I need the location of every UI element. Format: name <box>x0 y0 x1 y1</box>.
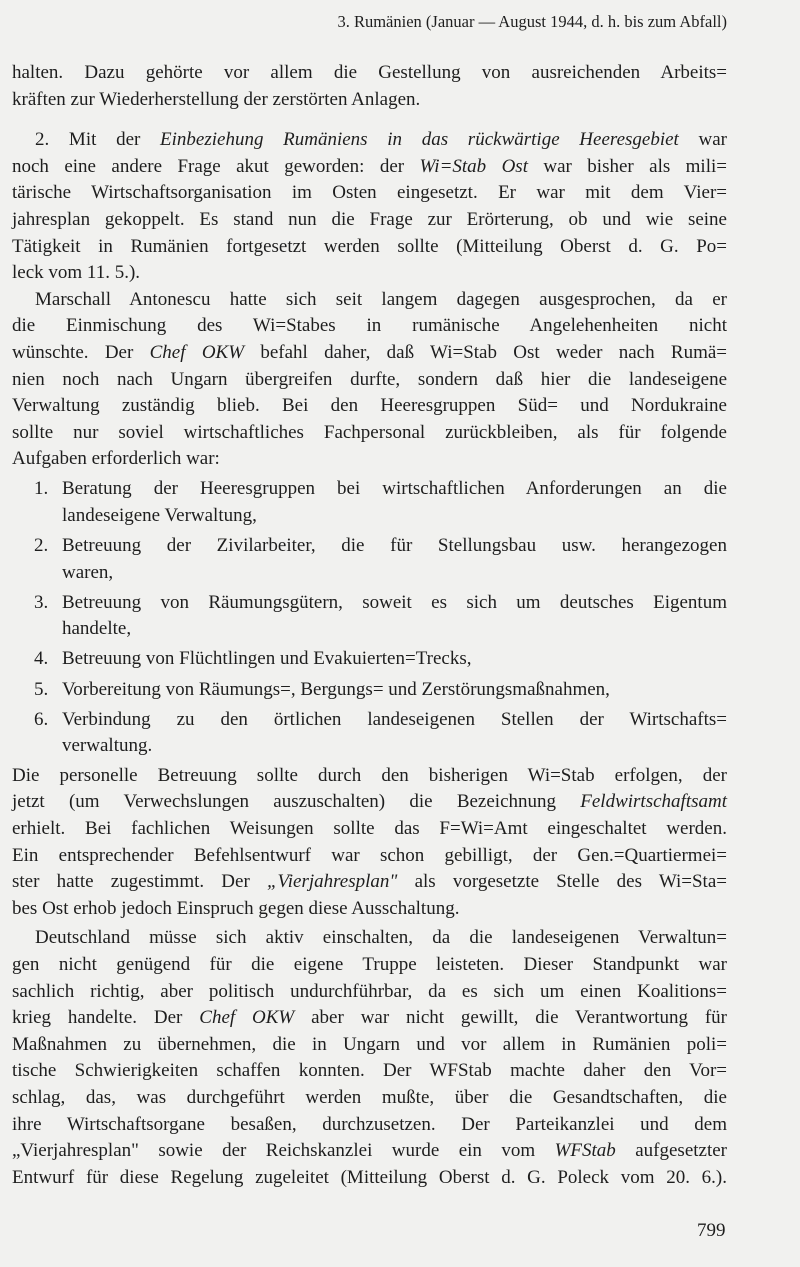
text-segment: Die personelle Betreuung sollte durch den bisherigen Wi=Stab erfolgen, der <box>12 764 727 786</box>
text-segment: als vorgesetzte Stelle des Wi=Sta= <box>397 871 727 893</box>
text-line <box>12 340 727 367</box>
text-segment: Betreuung von Flüchtlingen und Evakuierten=Trecks, <box>62 648 472 670</box>
text-segment: die Einmischung des Wi=Stabes in rumänische Angelehenheiten nicht <box>12 315 727 337</box>
text-line <box>12 952 727 979</box>
text-segment: befahl daher, daß Wi=Stab Ost weder nach Rumä= <box>244 341 728 363</box>
text-line <box>12 127 727 154</box>
text-line <box>62 476 727 503</box>
italic-text: Chef OKW <box>199 1007 295 1029</box>
text-segment: erhielt. Bei fachlichen Weisungen sollte das F=Wi=Amt eingeschaltet werden. <box>12 818 727 840</box>
text-segment: bes Ost erhob jedoch Einspruch gegen diese Ausschaltung. <box>12 897 460 919</box>
text-segment: Verbindung zu den örtlichen landeseigenen Stellen der Wirtschafts= <box>62 708 727 730</box>
text-segment: ihre Wirtschaftsorgane besaßen, durchzusetzen. Der Parteikanzlei und dem <box>12 1113 727 1135</box>
text-line <box>12 393 727 420</box>
italic-text: Chef OKW <box>149 341 245 363</box>
text-line <box>12 180 727 207</box>
list-item-number: 4. <box>34 648 49 670</box>
text-line <box>12 260 727 287</box>
italic-text: Feldwirtschaftsamt <box>580 791 727 813</box>
text-segment: sollte nur soviel wirtschaftliches Fachpersonal zurückbleiben, als für folgende <box>12 421 727 443</box>
text-segment: Verwaltung zuständig blieb. Bei den Heeresgruppen Süd= und Nordukraine <box>12 395 727 417</box>
text-segment: war bisher als mili= <box>527 155 727 177</box>
text-line <box>62 590 727 617</box>
list-item-number: 2. <box>34 535 49 557</box>
text-segment: ster hatte zugestimmt. Der <box>12 871 267 893</box>
text-segment: schlag, das, was durchgeführt werden mußte, über die Gesandtschaften, die <box>12 1086 727 1108</box>
italic-text: WFStab <box>554 1140 616 1162</box>
text-segment: Vorbereitung von Räumungs=, Bergungs= und Zerstörungsmaßnahmen, <box>62 678 610 700</box>
text-line <box>62 533 727 560</box>
text-segment: Entwurf für diese Regelung zugeleitet (Mitteilung Oberst d. G. Poleck vom 20. 6.). <box>12 1166 727 1188</box>
page-body <box>12 60 727 1191</box>
text-segment: halten. Dazu gehörte vor allem die Gestellung von ausreichenden Arbeits= <box>12 62 727 83</box>
text-line <box>62 677 727 704</box>
italic-text: Einbeziehung Rumäniens in das rückwärtige Heeresgebiet <box>160 129 679 151</box>
list-item <box>12 476 727 529</box>
text-line <box>62 707 727 734</box>
paragraph <box>12 287 727 473</box>
text-line <box>12 1138 727 1165</box>
text-segment: handelte, <box>62 618 132 640</box>
text-line <box>12 367 727 394</box>
list-item-number: 3. <box>34 591 49 613</box>
italic-text: Wi=Stab Ost <box>419 155 528 177</box>
text-segment: war <box>678 129 728 151</box>
text-segment: landeseigene Verwaltung, <box>62 505 257 526</box>
text-segment: Ein entsprechender Befehlsentwurf war schon gebilligt, der Gen.=Quartiermei= <box>12 844 727 866</box>
text-segment: „Vierjahresplan" sowie der Reichskanzlei wurde ein vom <box>12 1140 555 1162</box>
text-segment: wünschte. Der <box>12 341 150 363</box>
text-line <box>12 1032 727 1059</box>
text-line <box>12 1112 727 1139</box>
text-line <box>12 1005 727 1032</box>
text-segment: waren, <box>62 561 114 583</box>
text-segment: Maßnahmen zu übernehmen, die in Ungarn und vor allem in Rumänien poli= <box>12 1033 727 1055</box>
running-header: 3. Rumänien (Januar — August 1944, d. h. bis zum Abfall) <box>337 12 727 31</box>
text-segment: Tätigkeit in Rumänien fortgesetzt werden sollte (Mitteilung Oberst d. G. Po= <box>12 235 727 257</box>
text-line <box>12 234 727 261</box>
paragraph <box>12 925 727 1191</box>
italic-text: „Vierjahresplan" <box>266 871 398 893</box>
list-item-number: 5. <box>34 678 49 700</box>
text-line <box>12 207 727 234</box>
text-segment: Deutschland müsse sich aktiv einschalten, da die landeseigenen Verwaltun= <box>35 927 727 949</box>
text-line <box>62 503 727 530</box>
list-item <box>12 533 727 586</box>
text-line <box>62 560 727 587</box>
text-segment: Betreuung der Zivilarbeiter, die für Stellungsbau usw. herangezogen <box>62 535 727 557</box>
text-line <box>12 843 727 870</box>
text-line <box>12 789 727 816</box>
text-line <box>12 154 727 181</box>
text-line <box>62 646 727 673</box>
page-number: 799 <box>697 1220 726 1241</box>
paragraph <box>12 763 727 923</box>
list-item <box>12 646 727 673</box>
text-segment: nien noch nach Ungarn übergreifen durfte, sondern daß hier die landeseigene <box>12 368 727 390</box>
text-segment: tärische Wirtschaftsorganisation im Osten eingesetzt. Er war mit dem Vier= <box>12 182 727 204</box>
list-item <box>12 590 727 643</box>
text-segment: leck vom 11. 5.). <box>12 262 141 284</box>
text-segment: krieg handelte. Der <box>12 1007 200 1029</box>
list-item <box>12 707 727 760</box>
paragraph <box>12 60 727 113</box>
text-line <box>12 446 727 473</box>
text-segment: 2. Mit der <box>35 129 161 151</box>
text-line <box>12 1165 727 1192</box>
text-line <box>12 816 727 843</box>
text-segment: verwaltung. <box>62 735 153 757</box>
text-line <box>12 287 727 314</box>
text-segment: tische Schwierigkeiten schaffen konnten. Der WFStab machte daher den Vor= <box>12 1060 727 1082</box>
text-line <box>12 313 727 340</box>
paragraph <box>12 127 727 287</box>
text-segment: noch eine andere Frage akut geworden: der <box>12 155 420 177</box>
list-item <box>12 677 727 704</box>
text-line <box>12 87 727 114</box>
text-segment: jetzt (um Verwechslungen auszuschalten) die Bezeichnung <box>12 791 581 813</box>
text-line <box>12 763 727 790</box>
text-segment: kräften zur Wiederherstellung der zerstörten Anlagen. <box>12 88 421 110</box>
text-line <box>12 979 727 1006</box>
text-line <box>12 1085 727 1112</box>
text-line <box>12 869 727 896</box>
text-segment: jahresplan gekoppelt. Es stand nun die Frage zur Erörterung, ob und wie seine <box>12 208 727 230</box>
list-item-number: 6. <box>34 708 49 730</box>
text-segment: sachlich richtig, aber politisch undurchführbar, da es sich um einen Koalitions= <box>12 980 727 1002</box>
text-segment: Aufgaben erforderlich war: <box>12 448 220 470</box>
text-segment: aufgesetzter <box>615 1140 728 1162</box>
list-item-number: 1. <box>34 478 49 500</box>
text-line <box>12 896 727 923</box>
text-segment: gen nicht genügend für die eigene Truppe leisteten. Dieser Standpunkt war <box>12 954 727 975</box>
text-segment: aber war nicht gewillt, die Verantwortung für <box>294 1007 727 1029</box>
text-line <box>62 616 727 643</box>
text-line <box>62 733 727 760</box>
text-segment: Beratung der Heeresgruppen bei wirtschaftlichen Anforderungen an die <box>62 478 727 500</box>
text-line <box>12 1058 727 1085</box>
text-line <box>12 60 727 87</box>
text-line <box>12 420 727 447</box>
text-line <box>12 925 727 952</box>
text-segment: Marschall Antonescu hatte sich seit langem dagegen ausgesprochen, da er <box>35 288 727 310</box>
text-segment: Betreuung von Räumungsgütern, soweit es sich um deutsches Eigentum <box>62 591 727 613</box>
